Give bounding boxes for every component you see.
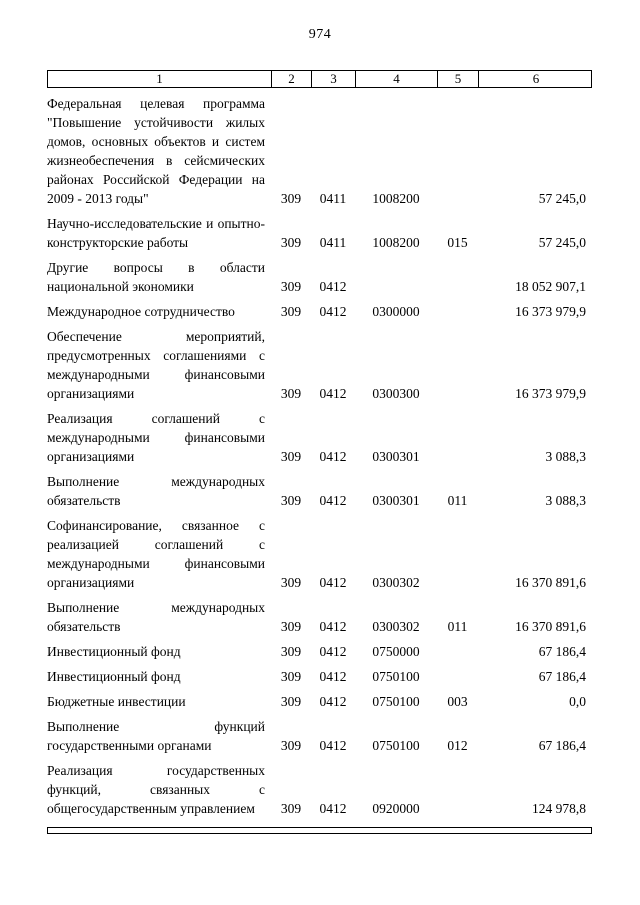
- cell-code-article: 0300302: [372, 619, 420, 634]
- cell-code-article: 0300300: [372, 386, 420, 401]
- table-row: [47, 208, 592, 252]
- header-cell-5: 5: [438, 71, 479, 87]
- cell-amount: 3 088,3: [545, 493, 586, 508]
- cell-code-chapter: 309: [280, 449, 302, 464]
- cell-code-chapter: 309: [280, 738, 302, 753]
- cell-amount: 16 373 979,9: [515, 386, 586, 401]
- cell-amount: 18 052 907,1: [515, 279, 586, 294]
- table-body: [47, 88, 592, 818]
- row-name: Реализация соглашений с международными финансовыми организациями: [47, 411, 265, 464]
- header-cell-4: 4: [356, 71, 438, 87]
- cell-code-chapter: 309: [280, 801, 302, 816]
- cell-code-chapter: 309: [280, 386, 302, 401]
- cell-code-section: 0412: [319, 493, 347, 508]
- cell-code-chapter: 309: [280, 619, 302, 634]
- cell-amount: 67 186,4: [538, 644, 586, 659]
- cell-code-expense-type: 012: [447, 738, 468, 753]
- cell-code-section: 0412: [319, 694, 347, 709]
- cell-code-section: 0412: [319, 801, 347, 816]
- cell-amount: 0,0: [569, 694, 586, 709]
- table-row: [47, 510, 592, 592]
- cell-code-section: 0412: [319, 575, 347, 590]
- cell-code-chapter: 309: [280, 493, 302, 508]
- cell-code-expense-type: 015: [447, 235, 468, 250]
- cell-amount: 57 245,0: [538, 191, 586, 206]
- cell-amount: 16 370 891,6: [515, 619, 586, 634]
- cell-code-chapter: 309: [280, 279, 302, 294]
- table-row: [47, 636, 592, 661]
- header-cell-6: 6: [532, 71, 540, 86]
- cell-code-article: 0750000: [372, 644, 420, 659]
- row-name: Другие вопросы в области национальной экономики: [47, 260, 265, 294]
- cell-code-article: 1008200: [372, 235, 420, 250]
- cell-code-chapter: 309: [280, 644, 302, 659]
- cell-amount: 16 373 979,9: [515, 304, 586, 319]
- cell-amount: 124 978,8: [532, 801, 586, 816]
- row-name: Выполнение международных обязательств: [47, 474, 265, 508]
- table-bottom-rule: [47, 827, 592, 834]
- table-header-row: [47, 70, 592, 88]
- cell-code-chapter: 309: [280, 304, 302, 319]
- row-name: Реализация государственных функций, связанных с общегосударственным управлением: [47, 763, 265, 816]
- cell-amount: 67 186,4: [538, 738, 586, 753]
- cell-code-expense-type: 011: [447, 619, 468, 634]
- cell-code-section: 0412: [319, 644, 347, 659]
- cell-code-section: 0412: [319, 619, 347, 634]
- cell-code-section: 0411: [319, 191, 347, 206]
- cell-amount: 67 186,4: [538, 669, 586, 684]
- row-name: Выполнение международных обязательств: [47, 600, 265, 634]
- cell-amount: 57 245,0: [538, 235, 586, 250]
- cell-code-section: 0412: [319, 738, 347, 753]
- row-name: Инвестиционный фонд: [47, 669, 181, 684]
- table-row: [47, 321, 592, 403]
- cell-code-article: 0300302: [372, 575, 420, 590]
- cell-code-chapter: 309: [280, 235, 302, 250]
- cell-code-section: 0412: [319, 304, 347, 319]
- budget-table: [47, 70, 592, 834]
- table-row: [47, 686, 592, 711]
- cell-code-section: 0412: [319, 669, 347, 684]
- cell-code-article: 0300000: [372, 304, 420, 319]
- cell-code-chapter: 309: [280, 575, 302, 590]
- cell-code-article: 0300301: [372, 449, 420, 464]
- cell-code-article: 0920000: [372, 801, 420, 816]
- cell-code-article: 0750100: [372, 669, 420, 684]
- table-row: [47, 88, 592, 208]
- table-row: [47, 592, 592, 636]
- cell-code-section: 0412: [319, 449, 347, 464]
- row-name: Бюджетные инвестиции: [47, 694, 186, 709]
- cell-code-article: 0300301: [372, 493, 420, 508]
- cell-code-chapter: 309: [280, 669, 302, 684]
- cell-amount: 16 370 891,6: [515, 575, 586, 590]
- table-row: [47, 755, 592, 818]
- cell-code-section: 0412: [319, 386, 347, 401]
- row-name: Выполнение функций государственными органами: [47, 719, 265, 753]
- table-row: [47, 466, 592, 510]
- row-name: Обеспечение мероприятий, предусмотренных соглашениями с международными финансовыми организациями: [47, 329, 265, 401]
- header-cell-3: 3: [312, 71, 356, 87]
- cell-code-article: 0750100: [372, 738, 420, 753]
- table-row: [47, 403, 592, 466]
- row-name: Инвестиционный фонд: [47, 644, 181, 659]
- row-name: Софинансирование, связанное с реализацией соглашений с международными финансовыми организациями: [47, 518, 265, 590]
- header-cell-2: 2: [272, 71, 312, 87]
- table-row: [47, 661, 592, 686]
- row-name: Федеральная целевая программа "Повышение устойчивости жилых домов, основных объектов и систем жизнеобеспечения в сейсмических районах Российской Федерации на 2009 - 2013 годы": [47, 96, 265, 206]
- table-row: [47, 296, 592, 321]
- cell-code-chapter: 309: [280, 694, 302, 709]
- cell-code-section: 0411: [319, 235, 347, 250]
- cell-code-article: 1008200: [372, 191, 420, 206]
- row-name: Международное сотрудничество: [47, 304, 235, 319]
- cell-code-chapter: 309: [280, 191, 302, 206]
- cell-code-expense-type: 011: [447, 493, 468, 508]
- cell-amount: 3 088,3: [545, 449, 586, 464]
- row-name: Научно-исследовательские и опытно-конструкторские работы: [47, 216, 265, 250]
- header-cell-1: 1: [48, 71, 272, 87]
- cell-code-article: 0750100: [372, 694, 420, 709]
- cell-code-section: 0412: [319, 279, 347, 294]
- page-number: 974: [308, 27, 332, 42]
- table-row: [47, 711, 592, 755]
- table-row: [47, 252, 592, 296]
- cell-code-expense-type: 003: [447, 694, 468, 709]
